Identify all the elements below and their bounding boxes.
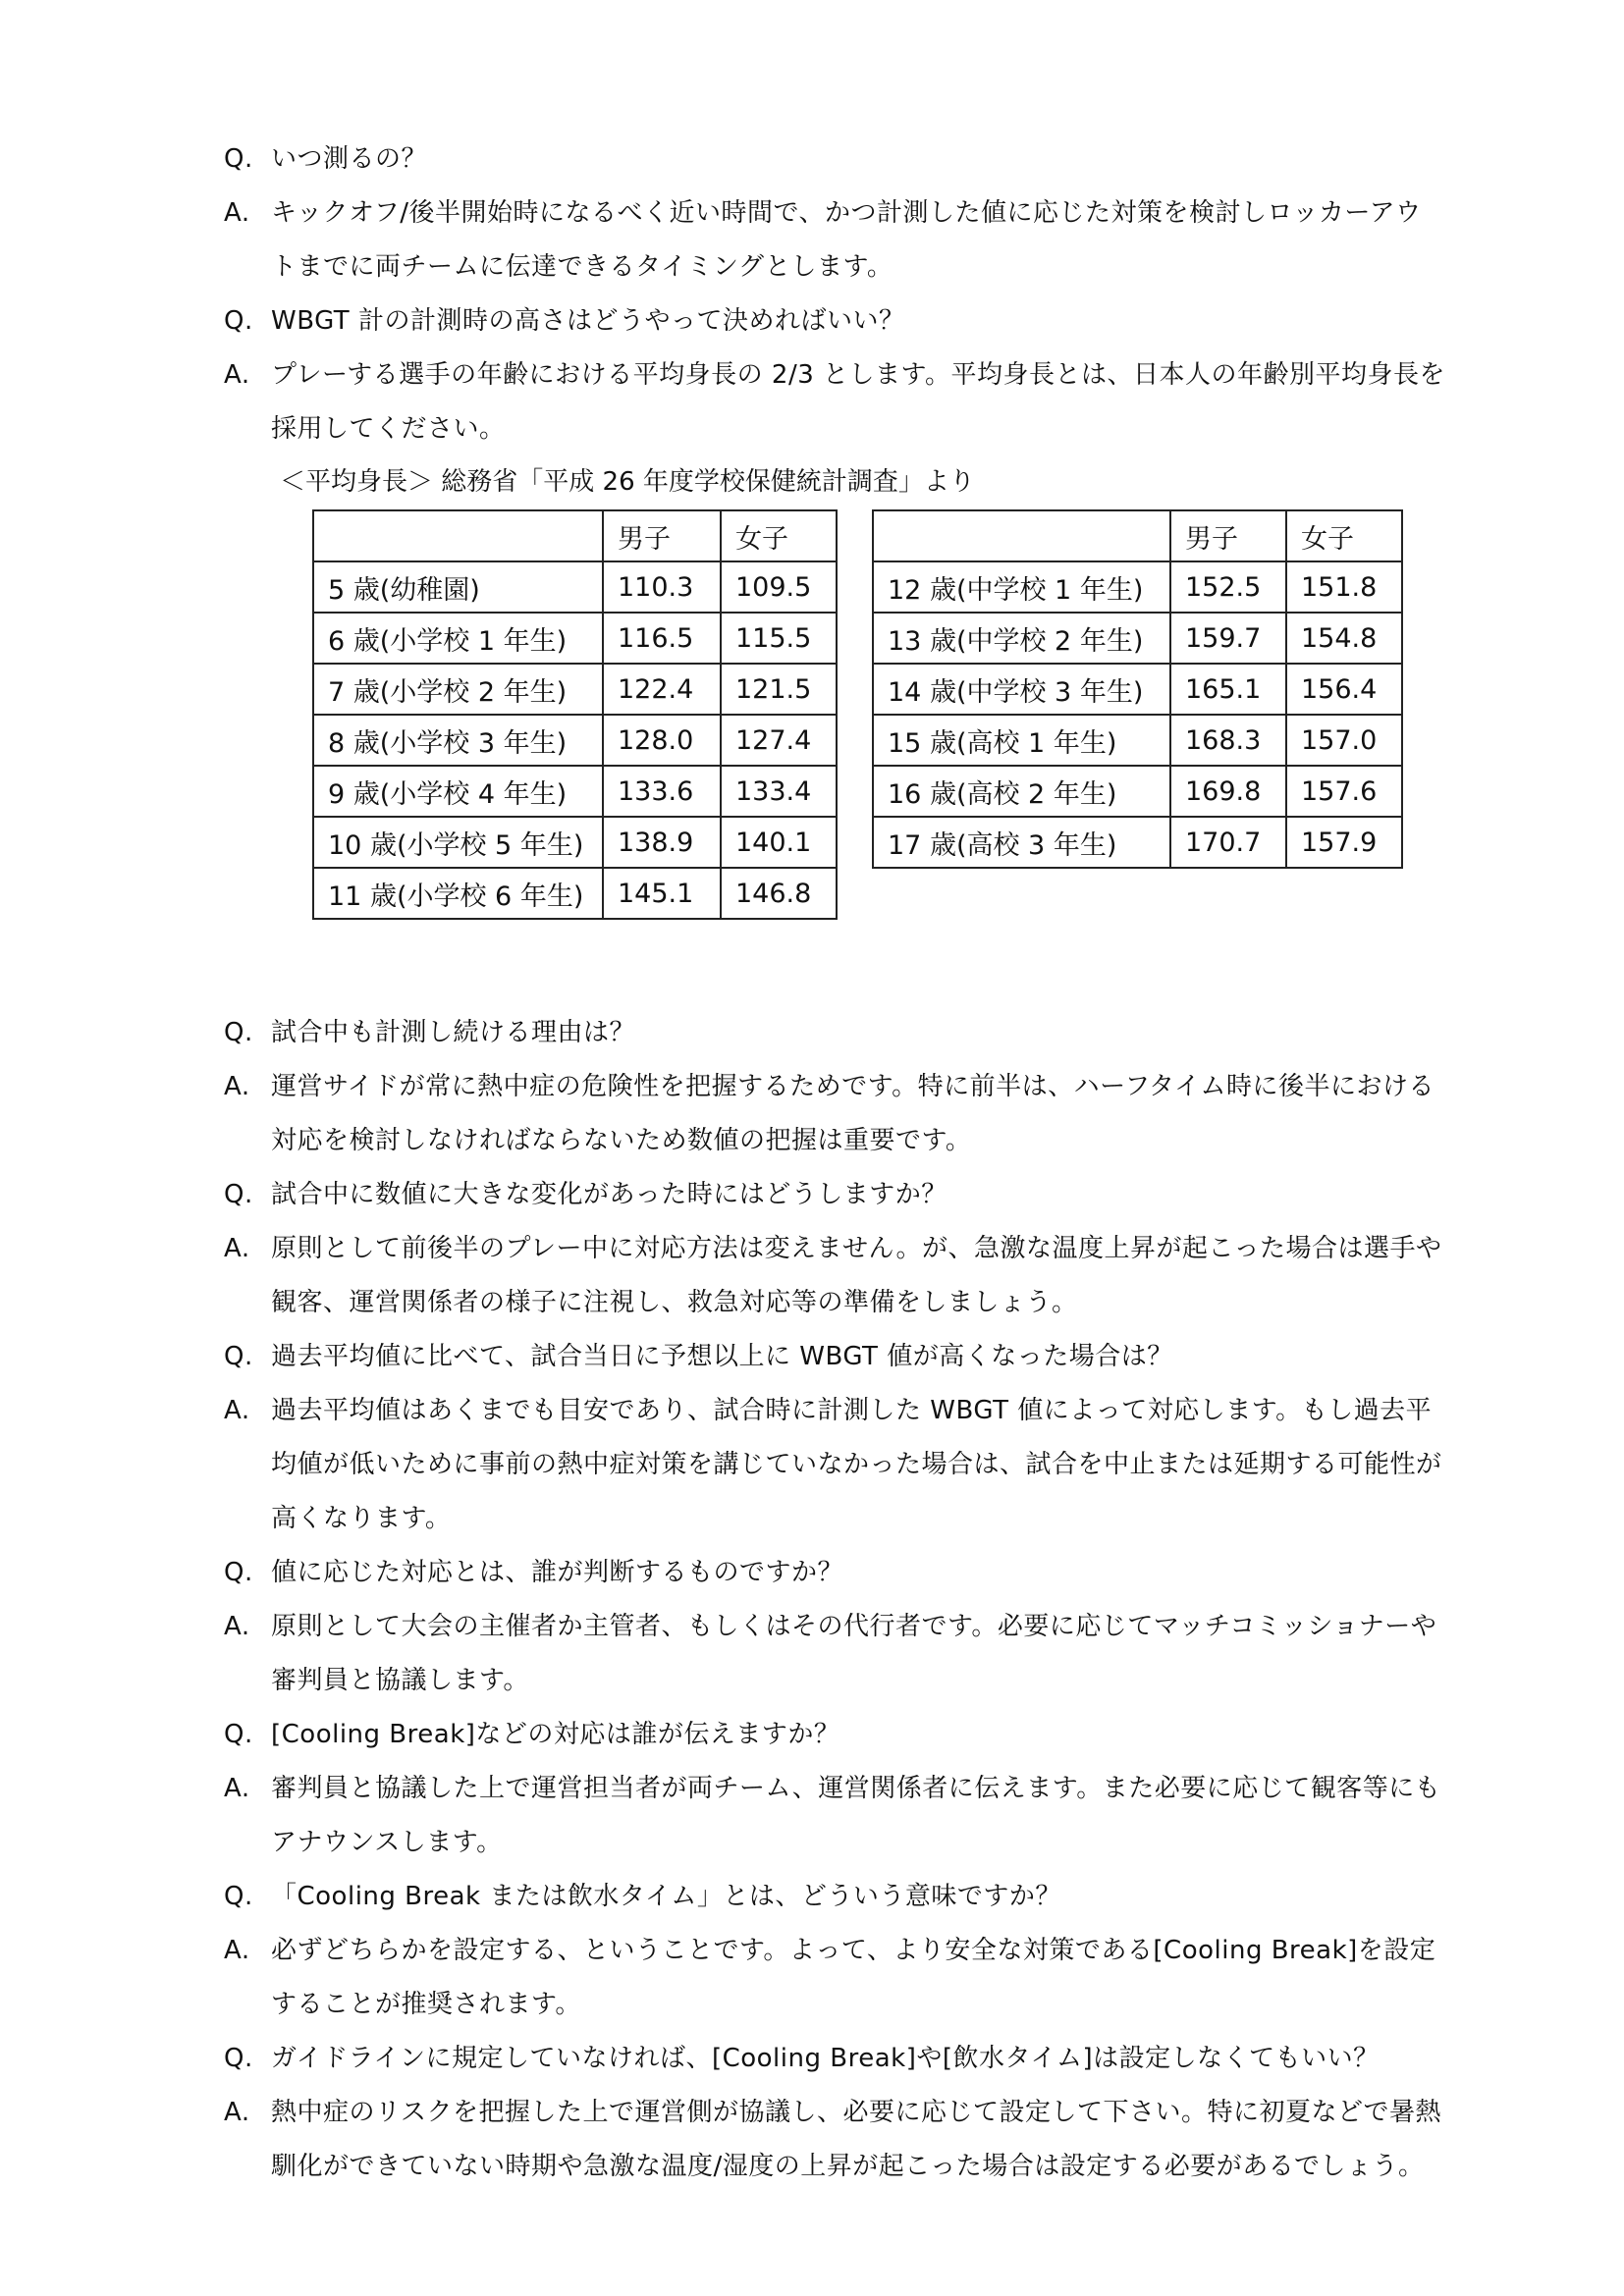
qa-item bbox=[224, 1330, 1510, 1384]
qa-text: 原則として前後半のプレー中に対応方法は変えません。が、急激な温度上昇が起こった場合は選手や 観客、運営関係者の様子に注視し、救急対応等の準備をしましょう。 bbox=[271, 1234, 1442, 1317]
qa-text: 過去平均値はあくまでも目安であり、試合時に計測した WBGT 値によって対応します。もし過去平 均値が低いために事前の熱中症対策を講じていなかった場合は、試合を中止または延期する可能性が 高くなります。 bbox=[271, 1396, 1442, 1533]
table-row bbox=[873, 613, 1402, 664]
age-cell: 10 歳(小学校 5 年生) bbox=[313, 817, 603, 868]
boys-height-cell: 170.7 bbox=[1170, 817, 1286, 868]
qa-item bbox=[224, 1762, 1510, 1870]
height-table-left bbox=[312, 509, 838, 920]
qa-marker: Q. bbox=[224, 1342, 253, 1371]
height-table-right bbox=[872, 509, 1403, 869]
qa-text: 「Cooling Break または飲水タイム」とは、どういう意味ですか？ bbox=[271, 1882, 1061, 1911]
qa-section-bottom bbox=[224, 1006, 1510, 2194]
age-cell: 12 歳(中学校 1 年生) bbox=[873, 561, 1170, 613]
qa-item bbox=[224, 1222, 1510, 1330]
qa-item bbox=[224, 187, 1510, 294]
girls-height-cell: 157.9 bbox=[1286, 817, 1402, 868]
girls-height-cell: 109.5 bbox=[721, 561, 837, 613]
girls-height-cell: 140.1 bbox=[721, 817, 837, 868]
table-row bbox=[873, 766, 1402, 817]
qa-text: プレーする選手の年齢における平均身長の 2/3 とします。平均身長とは、日本人の年齢別平均身長を 採用してください。 bbox=[271, 360, 1445, 444]
table-header-cell: 男子 bbox=[603, 510, 721, 561]
qa-marker: Q. bbox=[224, 2044, 253, 2073]
age-cell: 16 歳(高校 2 年生) bbox=[873, 766, 1170, 817]
table-row bbox=[873, 561, 1402, 613]
qa-text: 試合中も計測し続ける理由は？ bbox=[271, 1018, 636, 1047]
age-cell: 6 歳(小学校 1 年生) bbox=[313, 613, 603, 664]
age-cell: 14 歳(中学校 3 年生) bbox=[873, 664, 1170, 715]
table-header-cell: 男子 bbox=[1170, 510, 1286, 561]
table-row bbox=[313, 613, 837, 664]
table-row bbox=[873, 664, 1402, 715]
table-header-cell bbox=[313, 510, 603, 561]
qa-marker: Q. bbox=[224, 1180, 253, 1209]
qa-marker: Q. bbox=[224, 1882, 253, 1911]
girls-height-cell: 154.8 bbox=[1286, 613, 1402, 664]
table-header-row bbox=[873, 510, 1402, 561]
boys-height-cell: 169.8 bbox=[1170, 766, 1286, 817]
qa-text: キックオフ/後半開始時になるべく近い時間で、かつ計測した値に応じた対策を検討しロッカーアウ トまでに両チームに伝達できるタイミングとします。 bbox=[271, 198, 1422, 282]
girls-height-cell: 115.5 bbox=[721, 613, 837, 664]
age-cell: 13 歳(中学校 2 年生) bbox=[873, 613, 1170, 664]
girls-height-cell: 157.6 bbox=[1286, 766, 1402, 817]
table-row bbox=[313, 561, 837, 613]
qa-marker: A. bbox=[224, 1774, 250, 1803]
age-cell: 11 歳(小学校 6 年生) bbox=[313, 868, 603, 919]
girls-height-cell: 127.4 bbox=[721, 715, 837, 766]
table-row bbox=[873, 715, 1402, 766]
boys-height-cell: 152.5 bbox=[1170, 561, 1286, 613]
boys-height-cell: 133.6 bbox=[603, 766, 721, 817]
age-cell: 15 歳(高校 1 年生) bbox=[873, 715, 1170, 766]
qa-item bbox=[224, 2032, 1510, 2086]
qa-marker: A. bbox=[224, 1936, 250, 1965]
table-header-cell: 女子 bbox=[1286, 510, 1402, 561]
boys-height-cell: 138.9 bbox=[603, 817, 721, 868]
qa-text: 審判員と協議した上で運営担当者が両チーム、運営関係者に伝えます。また必要に応じて観客等にも アナウンスします。 bbox=[271, 1774, 1441, 1857]
table-row bbox=[313, 817, 837, 868]
qa-section-top bbox=[224, 133, 1510, 456]
qa-text: [Cooling Break]などの対応は誰が伝えますか？ bbox=[271, 1720, 840, 1749]
qa-text: 熱中症のリスクを把握した上で運営側が協議し、必要に応じて設定して下さい。特に初夏などで暑熱 馴化ができていない時期や急激な温度/湿度の上昇が起こった場合は設定する必要があるでしょう。 bbox=[271, 2098, 1441, 2181]
boys-height-cell: 116.5 bbox=[603, 613, 721, 664]
table-row bbox=[313, 868, 837, 919]
girls-height-cell: 146.8 bbox=[721, 868, 837, 919]
qa-text: ガイドラインに規定していなければ、[Cooling Break]や[飲水タイム]は設定しなくてもいい？ bbox=[271, 2044, 1380, 2073]
qa-marker: A. bbox=[224, 1072, 250, 1101]
qa-marker: A. bbox=[224, 1234, 250, 1263]
qa-item bbox=[224, 133, 1510, 187]
qa-item bbox=[224, 1006, 1510, 1060]
boys-height-cell: 159.7 bbox=[1170, 613, 1286, 664]
qa-marker: A. bbox=[224, 360, 250, 390]
qa-text: 原則として大会の主催者か主管者、もしくはその代行者です。必要に応じてマッチコミッショナーや 審判員と協議します。 bbox=[271, 1612, 1437, 1695]
age-cell: 5 歳(幼稚園) bbox=[313, 561, 603, 613]
qa-text: いつ測るの？ bbox=[271, 144, 428, 174]
qa-marker: A. bbox=[224, 1612, 250, 1641]
qa-item bbox=[224, 1168, 1510, 1222]
table-header-row bbox=[313, 510, 837, 561]
table-header-cell: 女子 bbox=[721, 510, 837, 561]
qa-item bbox=[224, 294, 1510, 348]
qa-item bbox=[224, 1546, 1510, 1600]
qa-text: 試合中に数値に大きな変化があった時にはどうしますか？ bbox=[271, 1180, 947, 1209]
qa-item bbox=[224, 1870, 1510, 1924]
qa-item bbox=[224, 348, 1510, 456]
qa-text: 過去平均値に比べて、試合当日に予想以上に WBGT 値が高くなった場合は？ bbox=[271, 1342, 1173, 1371]
table-row bbox=[873, 817, 1402, 868]
boys-height-cell: 110.3 bbox=[603, 561, 721, 613]
boys-height-cell: 128.0 bbox=[603, 715, 721, 766]
qa-text: 必ずどちらかを設定する、ということです。よって、より安全な対策である[Cooling Break]を設定 することが推奨されます。 bbox=[271, 1936, 1436, 2019]
qa-text: 運営サイドが常に熱中症の危険性を把握するためです。特に前半は、ハーフタイム時に後半における 対応を検討しなければならないため数値の把握は重要です。 bbox=[271, 1072, 1435, 1155]
qa-text: 値に応じた対応とは、誰が判断するものですか？ bbox=[271, 1558, 844, 1587]
girls-height-cell: 151.8 bbox=[1286, 561, 1402, 613]
qa-item bbox=[224, 2086, 1510, 2194]
girls-height-cell: 156.4 bbox=[1286, 664, 1402, 715]
qa-marker: Q. bbox=[224, 144, 253, 174]
qa-text: WBGT 計の計測時の高さはどうやって決めればいい？ bbox=[271, 306, 905, 336]
table-row bbox=[313, 766, 837, 817]
table-caption: ＜平均身長＞ 総務省「平成 26 年度学校保健統計調査」より bbox=[280, 467, 975, 497]
girls-height-cell: 157.0 bbox=[1286, 715, 1402, 766]
qa-marker: A. bbox=[224, 198, 250, 228]
boys-height-cell: 122.4 bbox=[603, 664, 721, 715]
age-cell: 9 歳(小学校 4 年生) bbox=[313, 766, 603, 817]
qa-marker: Q. bbox=[224, 1558, 253, 1587]
boys-height-cell: 168.3 bbox=[1170, 715, 1286, 766]
girls-height-cell: 121.5 bbox=[721, 664, 837, 715]
girls-height-cell: 133.4 bbox=[721, 766, 837, 817]
qa-item bbox=[224, 1924, 1510, 2032]
qa-marker: Q. bbox=[224, 306, 253, 336]
table-header-cell bbox=[873, 510, 1170, 561]
qa-marker: A. bbox=[224, 2098, 250, 2127]
age-cell: 17 歳(高校 3 年生) bbox=[873, 817, 1170, 868]
qa-marker: Q. bbox=[224, 1720, 253, 1749]
qa-item bbox=[224, 1060, 1510, 1168]
qa-item bbox=[224, 1708, 1510, 1762]
table-row bbox=[313, 715, 837, 766]
qa-item bbox=[224, 1600, 1510, 1708]
qa-marker: A. bbox=[224, 1396, 250, 1425]
boys-height-cell: 145.1 bbox=[603, 868, 721, 919]
qa-item bbox=[224, 1384, 1510, 1546]
table-row bbox=[313, 664, 837, 715]
boys-height-cell: 165.1 bbox=[1170, 664, 1286, 715]
age-cell: 8 歳(小学校 3 年生) bbox=[313, 715, 603, 766]
qa-marker: Q. bbox=[224, 1018, 253, 1047]
age-cell: 7 歳(小学校 2 年生) bbox=[313, 664, 603, 715]
